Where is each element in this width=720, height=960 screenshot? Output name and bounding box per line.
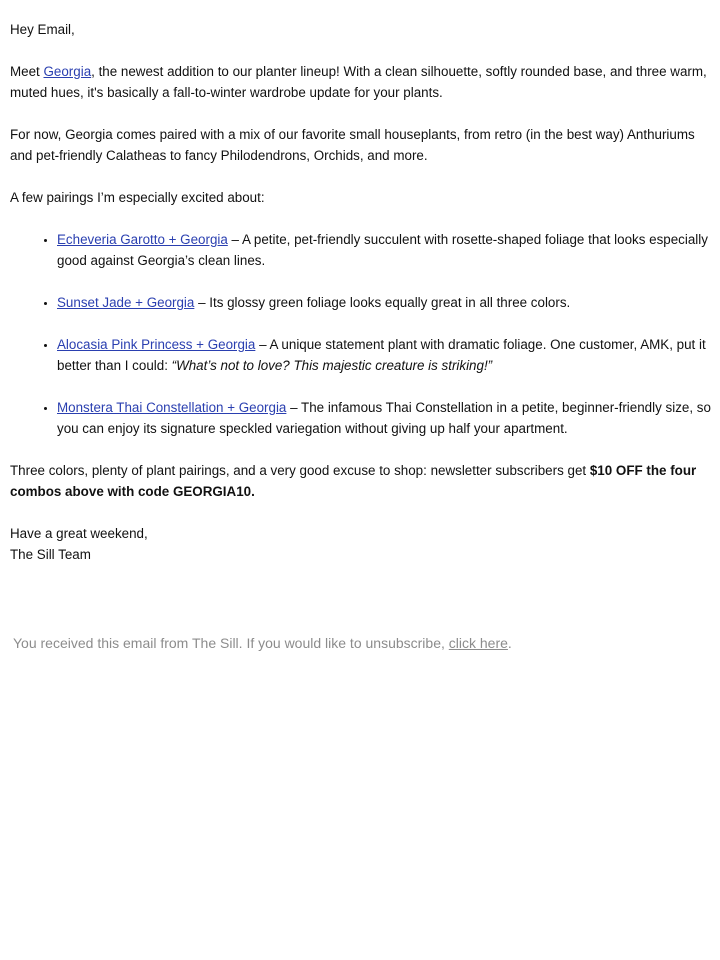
- pairing-description: – The infamous Thai Constellation in a petite, beginner-friendly size, so you can enjoy its signature speckled variegation without giving up half your apartment.: [57, 400, 711, 436]
- pairing-description: – Its glossy green foliage looks equally great in all three colors.: [194, 295, 571, 310]
- georgia-link[interactable]: Georgia: [43, 64, 92, 79]
- signature: The Sill Team: [10, 547, 91, 562]
- list-item: [57, 292, 712, 313]
- email-body: [10, 19, 712, 565]
- pairings-list: [10, 229, 712, 439]
- list-item: [57, 229, 712, 271]
- email-footer: [13, 633, 713, 653]
- list-item: [57, 397, 712, 439]
- footer-period: .: [507, 635, 512, 651]
- houseplants-paragraph: For now, Georgia comes paired with a mix of our favorite small houseplants, from retro (in the best way) Anthuriums and pet-friendly Calatheas to fancy Philodendrons, Orchids, and more.: [10, 127, 695, 163]
- footer-text: You received this email from The Sill. If you would like to unsubscribe,: [13, 635, 449, 651]
- intro-paragraph: [10, 61, 712, 103]
- customer-quote: “What’s not to love? This majestic creature is striking!”: [171, 358, 493, 373]
- greeting: Hey Email,: [10, 22, 75, 37]
- signoff-line: Have a great weekend,: [10, 526, 148, 541]
- intro-suffix: , the newest addition to our planter lineup! With a clean silhouette, softly rounded base, and three warm, muted hues, it's basically a fall-to-winter wardrobe update for your plants.: [10, 64, 707, 100]
- echeveria-garotto-link[interactable]: Echeveria Garotto + Georgia: [57, 232, 228, 247]
- pairing-description: – A petite, pet-friendly succulent with rosette-shaped foliage that looks especially good against Georgia’s clean lines.: [57, 232, 708, 268]
- alocasia-pink-princess-link[interactable]: Alocasia Pink Princess + Georgia: [57, 337, 256, 352]
- unsubscribe-link[interactable]: click here: [448, 635, 508, 651]
- offer-prefix: Three colors, plenty of plant pairings, and a very good excuse to shop: newsletter subscribers get: [10, 463, 590, 478]
- offer-code: $10 OFF the four combos above with code GEORGIA10.: [10, 463, 697, 499]
- offer-paragraph: [10, 460, 712, 502]
- pairing-description: – A unique statement plant with dramatic foliage. One customer, AMK, put it better than I could:: [57, 337, 706, 373]
- sunset-jade-link[interactable]: Sunset Jade + Georgia: [57, 295, 195, 310]
- monstera-thai-constellation-link[interactable]: Monstera Thai Constellation + Georgia: [57, 400, 287, 415]
- list-item: [57, 334, 712, 376]
- intro-prefix: Meet: [10, 64, 44, 79]
- pairings-intro: A few pairings I’m especially excited about:: [10, 190, 265, 205]
